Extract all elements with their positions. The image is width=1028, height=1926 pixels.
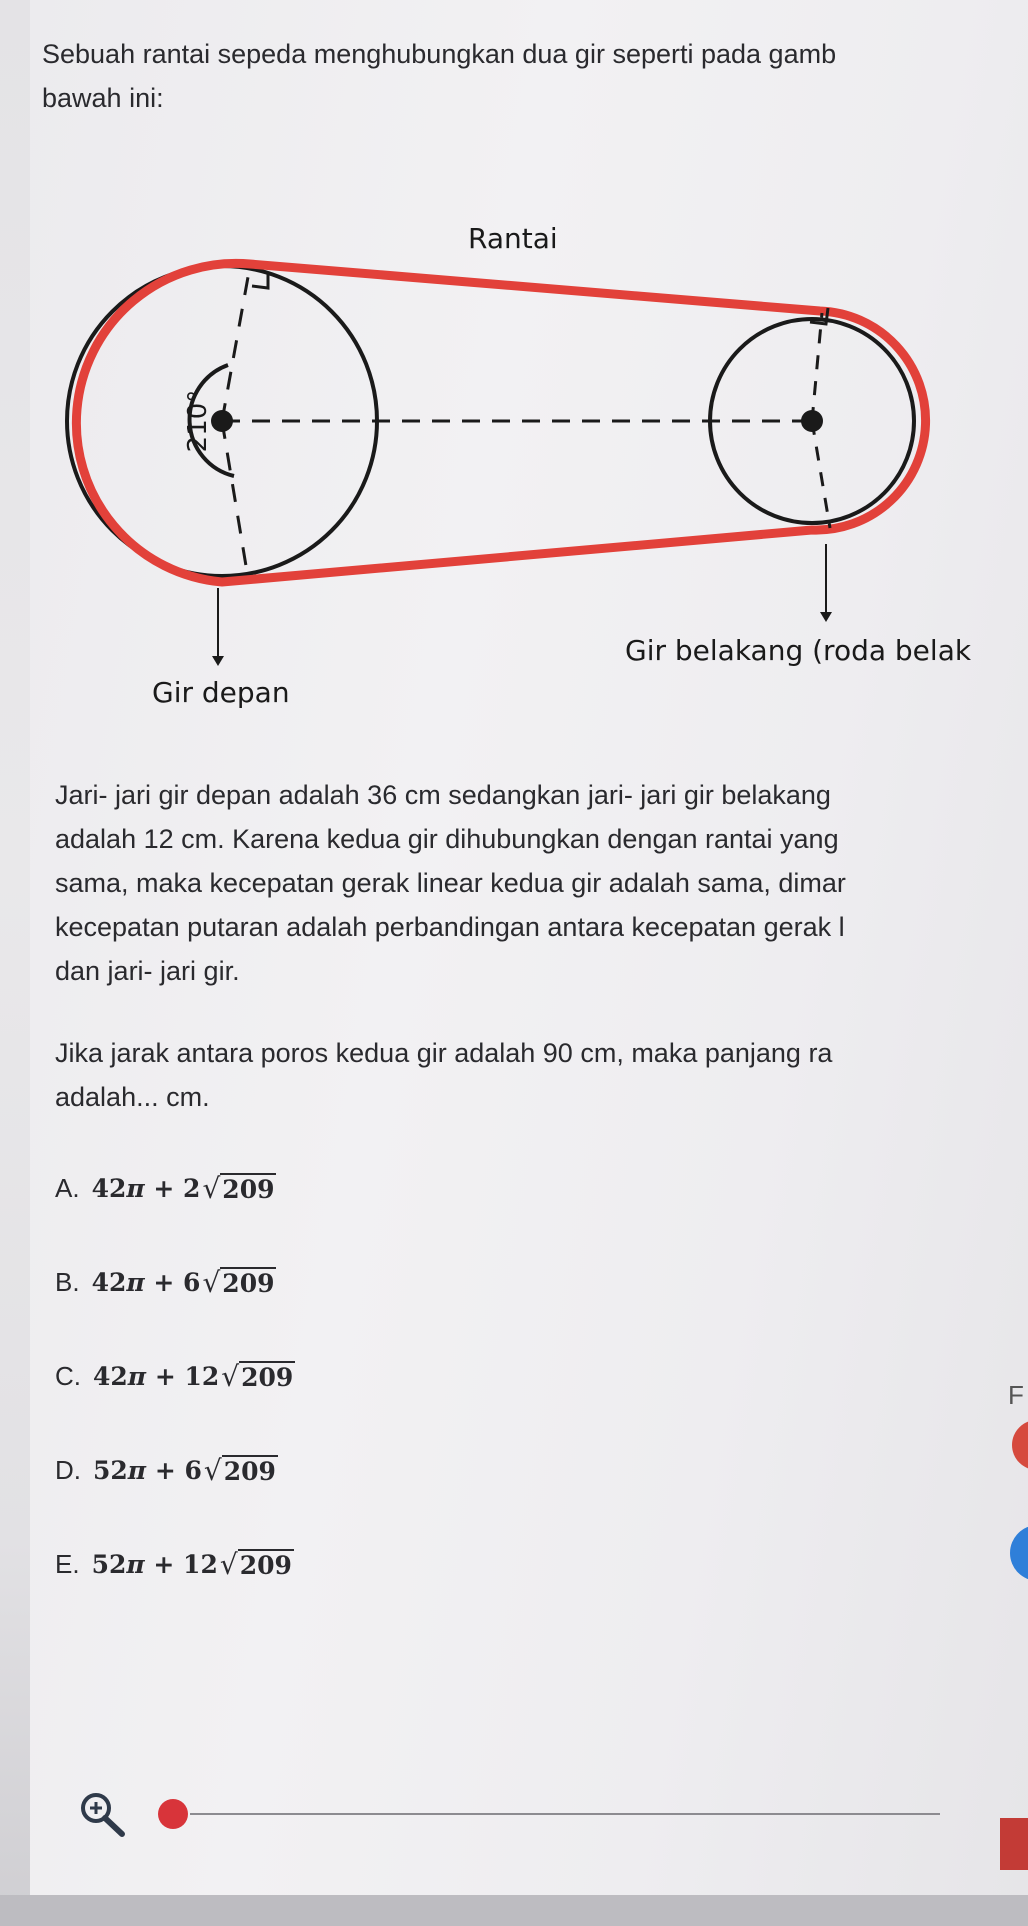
front-gear-label: Gir depan <box>152 676 290 709</box>
option-e[interactable] <box>55 1542 294 1586</box>
coef: 42 <box>93 1361 128 1391</box>
coef: 52 <box>93 1455 128 1485</box>
front-gear-arrow-head <box>212 656 224 666</box>
slider-handle[interactable] <box>158 1799 188 1829</box>
description-line: dan jari- jari gir. <box>55 956 240 986</box>
front-gear-center <box>211 410 233 432</box>
intro-text <box>42 32 836 120</box>
chain-diagram <box>0 200 1028 720</box>
pi-symbol: π <box>126 1549 145 1579</box>
pi-symbol: π <box>126 1267 145 1297</box>
option-b[interactable] <box>55 1260 276 1304</box>
rear-gear-arrow-head <box>820 612 832 622</box>
zoom-in-icon[interactable] <box>78 1790 128 1840</box>
intro-line: Sebuah rantai sepeda menghubungkan dua gir seperti pada gamb <box>42 39 837 69</box>
description-line: sama, maka kecepatan gerak linear kedua gir adalah sama, dimar <box>55 868 846 898</box>
rear-radius-top <box>812 313 822 421</box>
plus: + <box>146 1361 185 1391</box>
option-d[interactable] <box>55 1448 278 1492</box>
coef: 42 <box>91 1267 127 1297</box>
option-expression <box>92 1267 277 1298</box>
pi-symbol: π <box>126 1173 145 1203</box>
front-radius-top <box>222 266 250 421</box>
coef: 42 <box>91 1173 127 1203</box>
option-letter: C. <box>55 1360 81 1391</box>
option-letter: D. <box>55 1454 81 1485</box>
coef: 52 <box>91 1549 127 1579</box>
option-letter: E. <box>55 1548 80 1579</box>
option-expression <box>93 1455 278 1486</box>
sqrt: √ 209 <box>221 1360 294 1394</box>
radicand: 209 <box>241 1362 294 1392</box>
rear-radius-bottom <box>812 421 830 528</box>
option-expression <box>92 1173 277 1204</box>
problem-description <box>55 773 846 993</box>
description-line: adalah 12 cm. Karena kedua gir dihubungkan dengan rantai yang <box>55 824 839 854</box>
option-letter: B. <box>55 1266 80 1297</box>
multiplier: 6 <box>183 1267 201 1297</box>
plus: + <box>144 1267 184 1297</box>
radicand: 209 <box>222 1268 275 1298</box>
option-c[interactable] <box>55 1354 295 1398</box>
pi-symbol: π <box>127 1455 147 1485</box>
slider-track[interactable] <box>190 1813 940 1815</box>
rear-gear-center <box>801 410 823 432</box>
multiplier: 6 <box>184 1455 202 1485</box>
option-a[interactable] <box>55 1166 276 1210</box>
description-line: kecepatan putaran adalah perbandingan antara kecepatan gerak l <box>55 912 845 942</box>
plus: + <box>144 1173 184 1203</box>
multiplier: 12 <box>184 1361 220 1391</box>
radicand: 209 <box>223 1456 276 1486</box>
radicand: 209 <box>239 1550 292 1580</box>
option-letter: A. <box>55 1172 80 1203</box>
option-expression <box>92 1549 294 1580</box>
right-angle-mark-front <box>252 272 268 288</box>
front-radius-bottom <box>222 421 248 578</box>
multiplier: 2 <box>183 1173 201 1203</box>
bottom-bar <box>0 1895 1028 1926</box>
sqrt: √ 209 <box>202 1172 275 1206</box>
intro-line: bawah ini: <box>42 83 164 113</box>
edge-red-block[interactable] <box>1000 1818 1028 1870</box>
plus: + <box>144 1549 184 1579</box>
rear-gear-label: Gir belakang (roda belak <box>625 634 972 667</box>
sqrt: √ 209 <box>219 1548 292 1582</box>
plus: + <box>146 1455 185 1485</box>
question-text <box>55 1031 832 1119</box>
option-expression <box>93 1361 295 1392</box>
question-line: Jika jarak antara poros kedua gir adalah 90 cm, maka panjang ra <box>55 1038 833 1068</box>
multiplier: 12 <box>183 1549 218 1579</box>
question-line: adalah... cm. <box>55 1082 210 1112</box>
description-line: Jari- jari gir depan adalah 36 cm sedangkan jari- jari gir belakang <box>55 780 831 810</box>
sqrt: √ 209 <box>202 1266 275 1300</box>
edge-letter: F <box>1008 1380 1024 1410</box>
angle-label: 210° <box>183 389 213 453</box>
sqrt: √ 209 <box>203 1454 276 1488</box>
radicand: 209 <box>222 1174 275 1204</box>
pi-symbol: π <box>127 1361 147 1391</box>
chain-label: Rantai <box>468 222 558 255</box>
